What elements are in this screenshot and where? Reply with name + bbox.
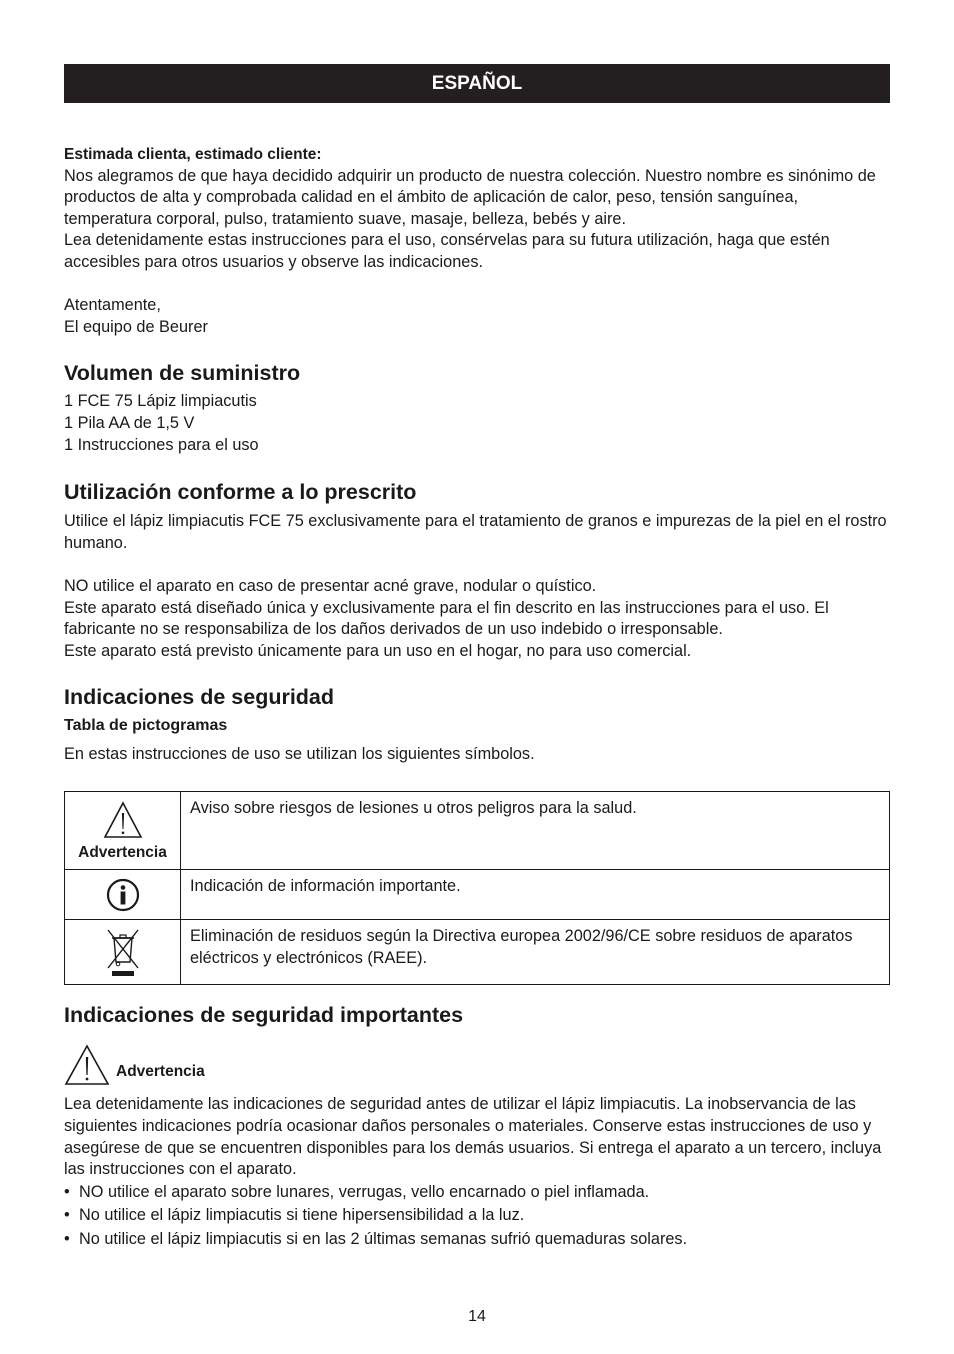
- language-title: ESPAÑOL: [431, 72, 523, 94]
- manual-page: [64, 64, 890, 1250]
- warning-label: Advertencia: [78, 844, 167, 862]
- table-row: [65, 792, 890, 870]
- pictogram-cell: [65, 920, 181, 985]
- list-item: • No utilice el lápiz limpiacutis si tiene hipersensibilidad a la luz.: [64, 1205, 890, 1227]
- supply-item: 1 Instrucciones para el uso: [64, 435, 259, 454]
- greeting-closing: Atentamente,: [64, 296, 161, 315]
- warning-triangle-icon: [64, 1044, 110, 1086]
- safety-paragraph: Lea detenidamente las indicaciones de seguridad antes de utilizar el lápiz limpiacutis. La inobservancia de las siguientes indicaciones podría ocasionar daños personales o materiales. Conserve estas instrucciones de uso y asegúrese de que se encuentren disponibles para los demás usuarios. Si entrega el aparato a un tercero, incluya las instrucciones con el aparato.: [64, 1095, 882, 1179]
- warning-callout: [64, 1044, 890, 1086]
- section-heading-suministro: Volumen de suministro: [64, 361, 301, 386]
- pictogram-cell: [65, 870, 181, 920]
- info-circle-icon: [106, 878, 140, 912]
- warning-triangle-icon: [103, 801, 143, 839]
- section-heading-utilizacion: Utilización conforme a lo prescrito: [64, 480, 417, 505]
- greeting-title: Estimada clienta, estimado cliente:: [64, 146, 322, 163]
- pictogram-table: [64, 791, 890, 985]
- greeting-signature: El equipo de Beurer: [64, 317, 208, 336]
- pictogram-cell: [65, 792, 181, 870]
- greeting-paragraph: Lea detenidamente estas instrucciones para el uso, consérvelas para su futura utilización, haga que estén accesibles para otros usuarios y observe las indicaciones.: [64, 231, 830, 271]
- section-heading-seguridad: Indicaciones de seguridad: [64, 685, 335, 710]
- table-row: [65, 920, 890, 985]
- list-item: • NO utilice el aparato sobre lunares, verrugas, vello encarnado o piel inflamada.: [64, 1182, 890, 1204]
- list-item: • No utilice el lápiz limpiacutis si en las 2 últimas semanas sufrió quemaduras solares.: [64, 1229, 890, 1251]
- pictogram-intro: En estas instrucciones de uso se utilizan los siguientes símbolos.: [64, 744, 535, 763]
- page-number: 14: [468, 1308, 486, 1325]
- supply-item: 1 Pila AA de 1,5 V: [64, 413, 195, 432]
- usage-paragraph: Utilice el lápiz limpiacutis FCE 75 exclusivamente para el tratamiento de granos e impurezas de la piel en el rostro humano.: [64, 512, 887, 552]
- greeting-paragraph: Nos alegramos de que haya decidido adquirir un producto de nuestra colección. Nuestro nombre es sinónimo de productos de alta y comprobada calidad en el ámbito de aplicación de calor, peso, tensión sanguínea, temperatura corporal, pulso, tratamiento suave, masaje, belleza, bebés y aire.: [64, 166, 876, 228]
- language-header-bar: [64, 64, 890, 103]
- usage-paragraph: Este aparato está previsto únicamente para un uso en el hogar, no para uso comercial.: [64, 641, 692, 660]
- table-row: [65, 870, 890, 920]
- crossed-bin-icon: [105, 928, 141, 978]
- warning-label: Advertencia: [116, 1062, 205, 1080]
- pictogram-description: Indicación de información importante.: [181, 870, 890, 920]
- pictogram-table-title: Tabla de pictogramas: [64, 717, 228, 735]
- section-heading-importantes: Indicaciones de seguridad importantes: [64, 1003, 464, 1028]
- usage-paragraph: NO utilice el aparato en caso de presentar acné grave, nodular o quístico.: [64, 576, 597, 595]
- pictogram-description: Aviso sobre riesgos de lesiones u otros peligros para la salud.: [181, 792, 890, 870]
- supply-item: 1 FCE 75 Lápiz limpiacutis: [64, 392, 257, 411]
- greeting-section: [64, 144, 890, 338]
- safety-bullet-list: [64, 1182, 890, 1250]
- usage-paragraph: Este aparato está diseñado única y exclusivamente para el fin descrito en las instrucciones para el uso. El fabricante no se responsabiliza de los daños derivados de un uso indebido o irresponsable.: [64, 598, 829, 639]
- pictogram-description: Eliminación de residuos según la Directiva europea 2002/96/CE sobre residuos de aparatos eléctricos y electrónicos (RAEE).: [181, 920, 890, 985]
- supply-list: [64, 391, 890, 456]
